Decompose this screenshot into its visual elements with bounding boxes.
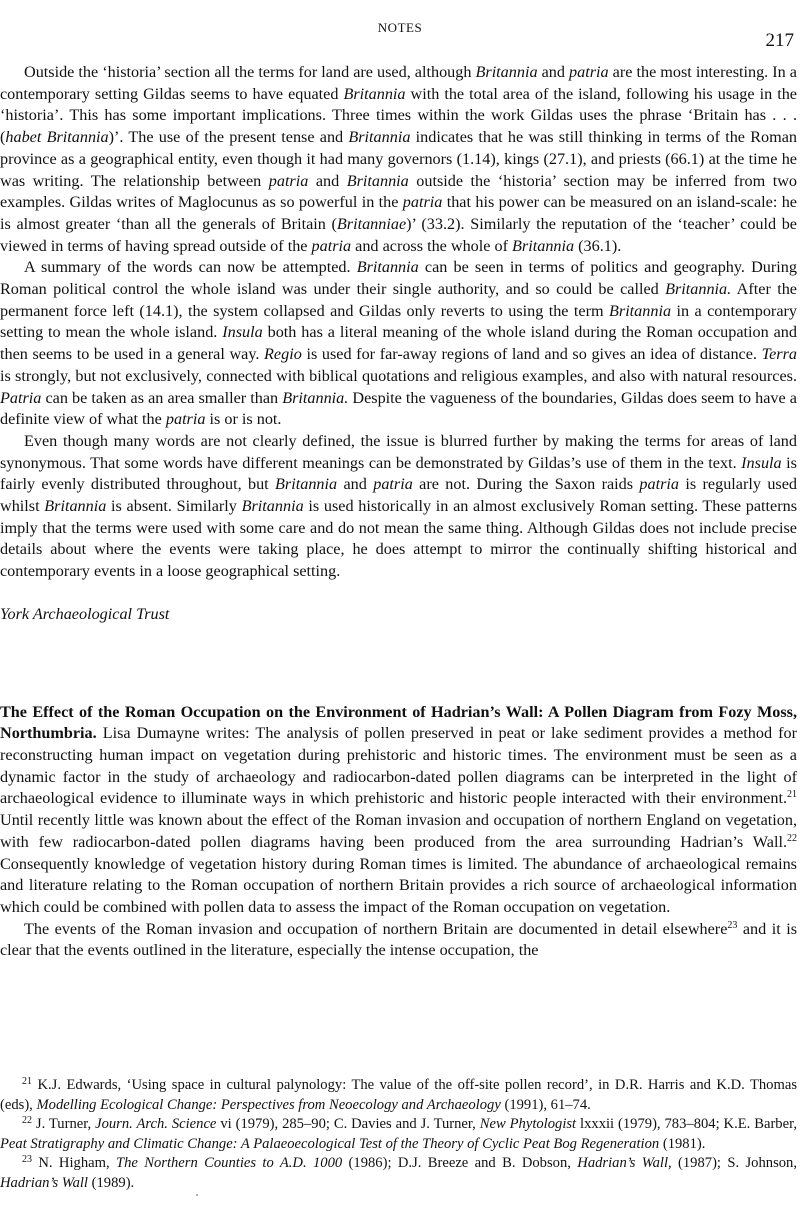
footnote-ref-21[interactable]: 21 [787, 789, 797, 801]
footnote-21: $^{21}$ K.J. Edwards, ‘Using space in cultural palynology: The value of the off-site pollen record’, in D.R. Harris and K.D. Thomas (eds), Modelling Ecological Change: Perspectives from Neoecology and Archaeology (1991), 61–74. [0, 1076, 797, 1113]
section-gap [0, 626, 797, 702]
footnotes [0, 1076, 797, 1193]
running-head: NOTES [377, 20, 423, 35]
paragraph-synonyms: Even though many words are not clearly defined, the issue is blurred further by making the terms for areas of land synonymous. That some words have different meanings can be demonstrated by Gildas’s use of them in the text. Insula is fairly evenly distributed throughout, but Britannia and patria are not. During the Saxon raids patria is regularly used whilst Britannia is absent. Similarly Britannia is used historically in an almost exclusively Roman setting. These patterns imply that the terms were used with some care and do not mean the same thing. Although Gildas does not include precise details about where the events were taking place, he does attempt to mirror the continually shifting historical and contemporary events in a loose geographical setting. [0, 431, 798, 581]
note-title: The Effect of the Roman Occupation on the Environment of Hadrian’s Wall: A Pollen Diagram from Fozy Moss, Northumbria. [0, 702, 797, 743]
footnote-ref-23[interactable]: 23 [727, 919, 738, 931]
scan-speck [196, 1194, 198, 1196]
author-affiliation: York Archaeological Trust [0, 604, 170, 623]
footnote-22: $^{22}$ J. Turner, Journ. Arch. Science vi (1979), 285–90; C. Davies and J. Turner, New Phytologist lxxxii (1979), 783–804; K.E. Barber, Peat Stratigraphy and Climatic Change: A Palaeoecological Test of the Theory of Cyclic Peat Bog Regeneration (1981). [0, 1115, 798, 1152]
paragraph-pollen-intro: The Effect of the Roman Occupation on the Environment of Hadrian’s Wall: A Pollen Diagram from Fozy Moss, Northumbria. Lisa Dumayne writes: The analysis of pollen preserved in peat or lake sediment provides a method for reconstructing human impact on vegetation during prehistoric and historic times. The environment must be seen as a dynamic factor in the study of archaeology and radiocarbon-dated pollen diagrams can be interpreted in the light of archaeological evidence to illuminate ways in which prehistoric and historic people interacted with their environment.$^{21}$ Until recently little was known about the effect of the Roman invasion and occupation of northern England on vegetation, with few radiocarbon-dated pollen diagrams having been produced from the area surrounding Hadrian’s Wall.$^{22}$ Consequently knowledge of vegetation history during Roman times is limited. The abundance of archaeological remains and literature relating to the Roman occupation of northern Britain provides a rich source of archaeological information which could be combined with pollen data to assess the impact of the Roman occupation on vegetation. [0, 702, 797, 916]
page-number: 217 [765, 30, 794, 51]
footnote-ref-22[interactable]: 22 [787, 832, 797, 844]
paragraph-roman-events: The events of the Roman invasion and occupation of northern Britain are documented in detail elsewhere$^{23}$ and it is clear that the events outlined in the literature, especially the intense occupation, the [0, 919, 797, 960]
footnote-23: $^{23}$ N. Higham, The Northern Counties to A.D. 1000 (1986); D.J. Breeze and B. Dobson, Hadrian’s Wall, (1987); S. Johnson, Hadrian’s Wall (1989). [0, 1154, 797, 1191]
main-text [0, 62, 797, 962]
paragraph-summary: A summary of the words can now be attempted. Britannia can be seen in terms of politics and geography. During Roman political control the whole island was under their single authority, and so could be called Britannia. After the permanent force left (14.1), the system collapsed and Gildas only reverts to using the term Britannia in a contemporary setting to mean the whole island. Insula both has a literal meaning of the whole island during the Roman occupation and then seems to be used in a general way. Regio is used for far-away regions of land and so gives an idea of distance. Terra is strongly, but not exclusively, connected with biblical quotations and religious examples, and also with natural resources. Patria can be taken as an area smaller than Britannia. Despite the vagueness of the boundaries, Gildas does seem to have a definite view of what the patria is or is not. [0, 258, 797, 429]
paragraph-historia-terms: Outside the ‘historia’ section all the terms for land are used, although Britannia and patria are the most interesting. In a contemporary setting Gildas seems to have equated Britannia with the total area of the island, following his usage in the ‘historia’. This has some important implications. Three times within the work Gildas uses the phrase ‘Britain has . . . (habet Britannia)’. The use of the present tense and Britannia indicates that he was still thinking in terms of the Roman province as a geographical entity, even though it had many governors (1.14), kings (27.1), and priests (66.1) at the time he was writing. The relationship between patria and Britannia outside the ‘historia’ section may be inferred from two examples. Gildas writes of Maglocunus as so powerful in the patria that his power can be measured on an island-scale: he is almost greater ‘than all the generals of Britain (Britanniae)’ (33.2). Similarly the reputation of the ‘teacher’ could be viewed in terms of having spread outside of the patria and across the whole of Britannia (36.1). [0, 63, 797, 255]
